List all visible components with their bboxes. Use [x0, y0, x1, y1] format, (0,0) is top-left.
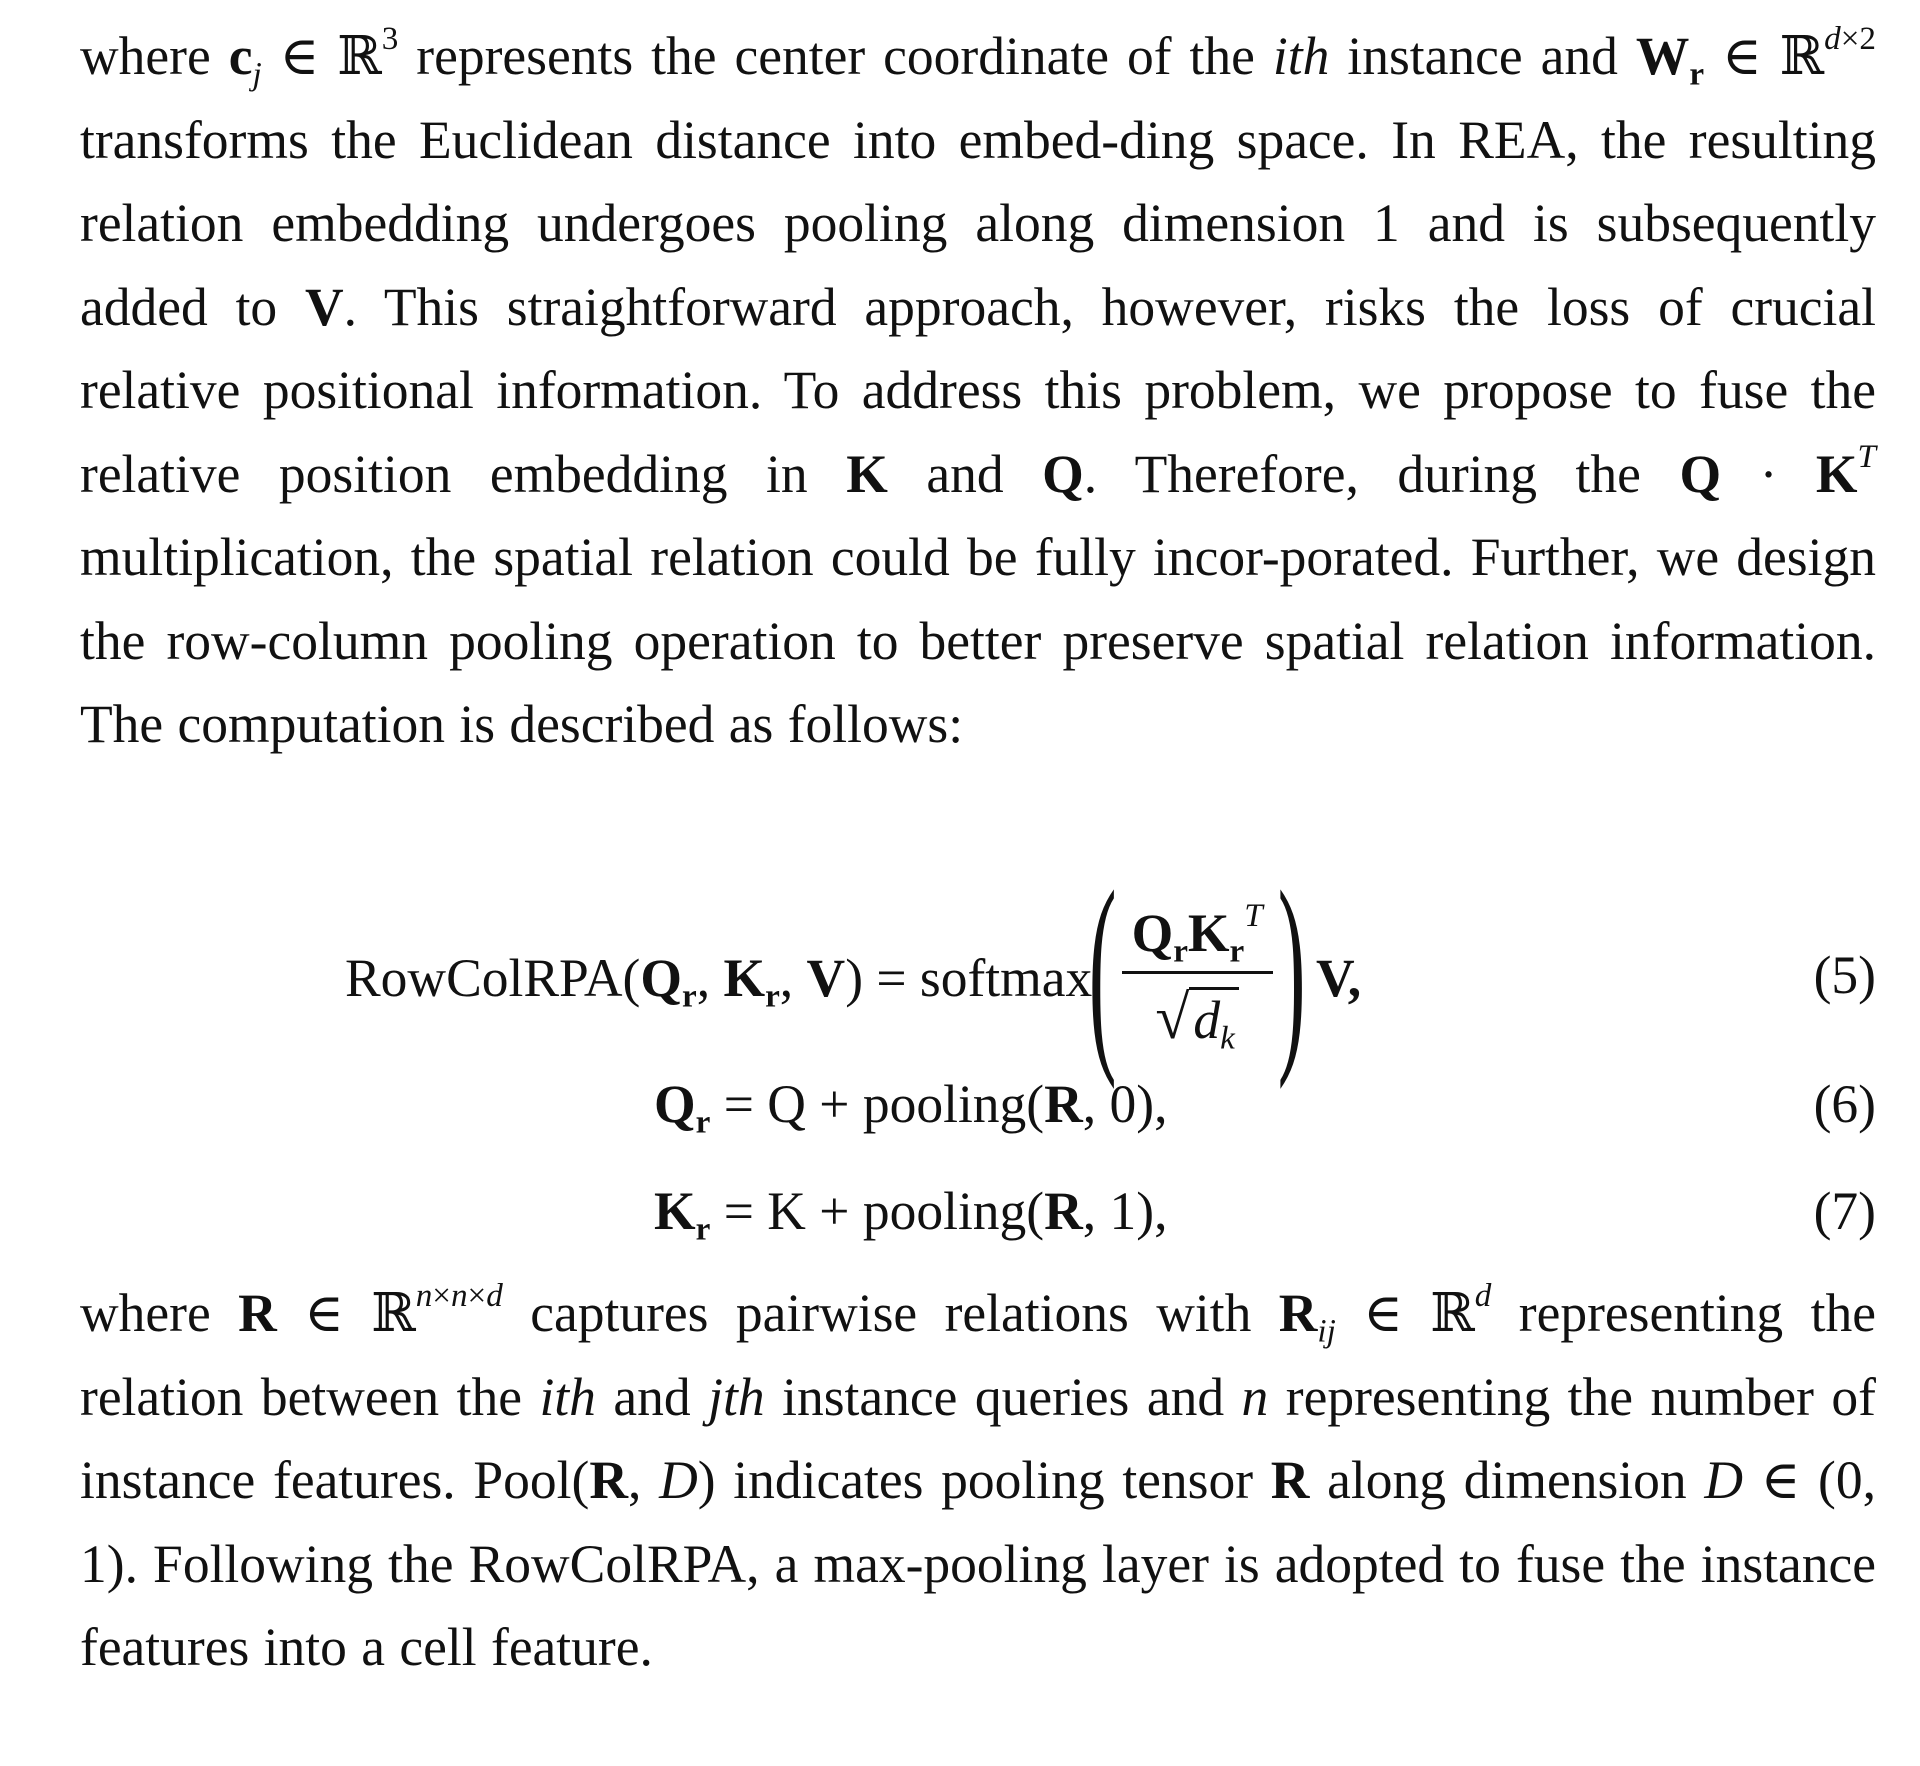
math-w-r-in-rdx2: $W_r$ ∈ ℝ$^{d\times 2}$ [1635, 20, 1876, 93]
math-q-dot-kt: $Q \cdot K^T$ [1679, 437, 1876, 504]
text-run: captures pairwise relations with [502, 1283, 1279, 1343]
paragraph-relation-embedding [80, 14, 1876, 767]
equation-number-5: (5) [1813, 945, 1876, 1005]
text-run: multiplication, the spatial relation could be fully incor-porated. Further, we design the row-column pooling operation to better preserve spatial relation information. The computation is described as follows: [80, 527, 1876, 754]
right-paren: ) [1277, 846, 1306, 1090]
eq5-args: $Q_r$, $K_r$, V [640, 948, 846, 1015]
text-run: instance queries and [764, 1366, 1242, 1427]
equation-number-7: (7) [1813, 1181, 1876, 1241]
math-d-in-01: D ∈ (0, 1) [80, 1450, 1876, 1594]
left-paren: ( [1089, 846, 1117, 1090]
math-r: R [1044, 1181, 1083, 1241]
math-r: R [1044, 1074, 1083, 1134]
text-run: representing the number of instance features. Pool( [80, 1366, 1876, 1510]
math-q: Q [1042, 443, 1084, 504]
equation-6 [654, 1073, 1168, 1141]
text-run: where [80, 1283, 239, 1343]
eq5-numerator: $Q_rK_r^T$ [1122, 904, 1273, 974]
math-r-comma-d: R, D [589, 1450, 698, 1510]
math-r-in-rnnd: R ∈ ℝ$^{n\times n\times d}$ [238, 1277, 503, 1344]
eq6-args: , 0), [1082, 1074, 1168, 1134]
eq6-rhs: = Q + pooling( [710, 1074, 1045, 1134]
text-run: where [80, 26, 229, 86]
paragraph-pairwise-relations [80, 1271, 1876, 1690]
eq5-denominator: $√d_k$ [1155, 974, 1239, 1052]
eq7-lhs: $K_r$ [654, 1181, 711, 1248]
equation-7 [654, 1180, 1168, 1248]
text-run: and [595, 1366, 709, 1427]
text-run: . This straightforward approach, however, risks the loss of crucial relative positional information. To address this problem, we propose to fuse the relative position embedding in [80, 276, 1876, 504]
text-run: and [887, 443, 1043, 504]
math-v: V [305, 276, 344, 337]
math-r: R [1270, 1450, 1310, 1510]
equation-number-6: (6) [1813, 1074, 1876, 1134]
text-run: . Following the RowColRPA, a max-pooling layer is adopted to fuse the instance features into a cell feature. [80, 1533, 1876, 1677]
text-run: transforms the Euclidean distance into embed-ding space. In REA, the resulting relation embedding undergoes pooling along dimension 1 and is subsequently added to [80, 109, 1876, 337]
math-n: n [1241, 1366, 1269, 1427]
text-run: . Therefore, during the [1083, 443, 1680, 504]
math-r-ij-in-rd: $R_{ij}$ ∈ ℝ$^d$ [1278, 1277, 1492, 1350]
eq5-fraction [1122, 897, 1273, 1057]
eq7-rhs: = K + pooling( [710, 1181, 1045, 1241]
eq5-softmax: ) = softmax [845, 948, 1093, 1008]
eq7-args: , 1), [1082, 1181, 1168, 1241]
math-ith: ith [539, 1366, 596, 1427]
text-run: ) indicates pooling tensor [697, 1450, 1271, 1510]
eq5-tail: V, [1315, 948, 1362, 1008]
text-run: instance and [1329, 26, 1636, 86]
text-run: represents the center coordinate of the [398, 26, 1273, 86]
equation-5 [345, 846, 1362, 1090]
eq6-lhs: $Q_r$ [654, 1074, 711, 1141]
text-run: representing the relation between the [80, 1283, 1876, 1427]
math-k: K [846, 443, 888, 504]
eq5-lhs: RowColRPA( [345, 948, 641, 1008]
math-jth: jth [708, 1366, 765, 1427]
math-ith: ith [1272, 26, 1330, 86]
text-run: along dimension [1309, 1450, 1705, 1510]
math-c-j-in-r3: $c_j$ ∈ ℝ$^3$ [228, 20, 399, 93]
